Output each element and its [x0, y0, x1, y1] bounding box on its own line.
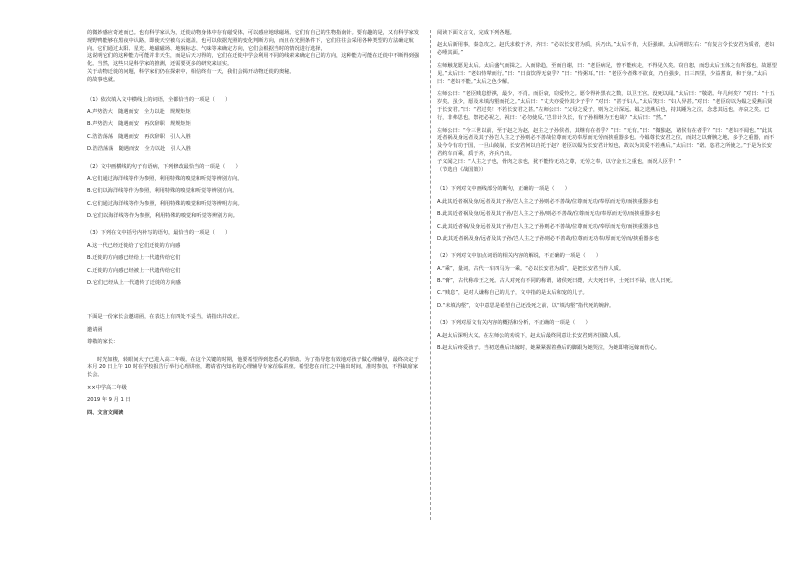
- question-stem: （1）下列对文中画线部分的断句，正确的一项是（ ）: [437, 186, 570, 193]
- letter-title: 邀请函: [87, 326, 103, 333]
- source-note: （节选自《战国策》）: [437, 166, 487, 173]
- passage-paragraph: 关于动物迁徙的问题，科学家们仍在探索中，相信终有一天，我们会揭开动物迁徙的奥秘。: [87, 68, 295, 75]
- question-stem: （2）下列对文中加点词语的相关内容的解说，不正确的一项是（ ）: [437, 253, 602, 260]
- option-d: D.浩浩荡荡 随遇而安 全力以赴 引人入胜: [87, 146, 192, 153]
- passage-paragraph: 的微妙感应奇迹而已。也有科学家认为，迁徙动物身体中存有磁受体，可以感应地球磁场。它们有自己的生物指南针。要有趣的是，又有科学家发现野鸭能够在黑夜中认路，即使天空被乌云遮盖，也可以依据光照的变化判断方向，而且在光照条件下，它们往往会采用各种类型的方法确定航向。它们通过太阳、星光、地磁磁场、地貌标志、气味等来确定方向，它们会根据当时的情况进行选择，: [87, 30, 420, 52]
- option-d: D.它们以海洋线等作为参照，利用特殊的嗅觉和听觉等辨别方向。: [87, 213, 238, 220]
- option-d: D.此其近者祸及身/远者及其子孙/岂人主之子孙则必不善哉/位尊而无功奉/厚而无劳而/挟重器多也: [437, 235, 659, 242]
- option-b: B.赵太后疼爱孩子。当初送燕后出嫁时，她紧紧握着燕后的脚跟为她哭泣，为她即将远嫁而伤心。: [437, 345, 661, 352]
- letter-body: 时光如梭，转眼间大子已进入高二年级。在这个关键的时期，他要希望得到您悉心的帮助。为了指导您有效地对孩子做心理辅导，最终决定于本月 20 日上午 10 时在学校报告厅举行心理讲座，聘请省内知名的心理辅导专家莅临讲座。希望您在百忙之中抽出时间，准时参加，不得缺席家长会。: [87, 356, 419, 379]
- question-stem: （1）依次填入文中横线上的词语，全都恰当的一项是（ ）: [87, 96, 231, 103]
- option-d: D.它们已经从上一代遗传了迁徙的方向感: [87, 280, 181, 287]
- option-b: B.声势浩大 随遇而安 再次辞职 规规矩矩: [87, 121, 191, 128]
- left-column: [87, 30, 422, 418]
- option-d: D.“未填沟壑”，文中意思是希望自己还没死之前，以“填沟壑”指代死的婉辞。: [437, 302, 615, 309]
- option-a: A.它们通过海洋线等作为参照，利用特殊的嗅觉和听觉等辨别方向。: [87, 175, 243, 182]
- letter-signature: ××中学高二年级: [87, 385, 127, 391]
- option-c: C.浩浩荡荡 随遇而安 再次辞职 引人入胜: [87, 133, 191, 140]
- column-divider: [430, 30, 431, 520]
- letter-salutation: 尊敬的家长：: [87, 339, 119, 346]
- letter-intro: 下面是一份家长会邀请函，在表达上有四处不妥当，请指出并改正。: [87, 314, 243, 321]
- option-c: C.它们通过海洋线等作为参照，利用特殊的嗅觉和听觉等辨明方向。: [87, 200, 243, 207]
- question-stem: （3）下列对原文有关内容的概括和分析，不正确的一项是（ ）: [437, 320, 591, 327]
- option-c: C.“贱息”，是对人谦称自己的儿子，文中指的是太后和宠的儿子。: [437, 290, 588, 297]
- passage-paragraph: 这说明它们的这种能力可能并非天生，而是后天习得的，它们在迁徙中学会利用不同的线索来确定自己的方向，这种能力可能在迁徙中不断得到强化。当然，这些只是科学家的推测，还需要更多的研究来证实。: [87, 53, 420, 68]
- question-stem: （3）下列在文中括号内补写的语句，最恰当的一项是（ ）: [87, 230, 231, 237]
- section-heading: 四、文言文阅读: [87, 409, 124, 416]
- option-b: B.“膏”，古代称帝王之死。古人对死有不同的称谓，诸侯死曰薨，大夫死曰卒，士死曰不禄，庶人曰死。: [437, 278, 676, 285]
- option-a: A.赵太后深明大义。在左师公的劝说下，赵太后最终同意让长安君到齐国做人质。: [437, 332, 624, 339]
- right-column: [437, 30, 777, 357]
- classical-paragraph: 子义闻之曰：“人主之子也，骨肉之亲也，犹不能恃无功之尊，无劳之奉，以守金玉之重也，而况人臣乎！”: [437, 158, 682, 165]
- reading-intro: 阅读下面文言文，完成下列各题。: [437, 30, 515, 36]
- classical-paragraph: 赵太后新用事，秦急攻之。赵氏求救于齐，齐曰：“必以长安君为质，兵乃出。”太后不肯，大臣强谏。太后明谓左右：“有复言令长安君为质者，老妇必唾其面。”: [437, 42, 775, 57]
- option-b: B.迁徙的方向感已经给上一代遗传给它们: [87, 255, 181, 262]
- option-a: A.此其近者祸及身/远者及其子孙/岂人主之子孙则必不善哉/位尊而无功/奉厚而无劳/而挟重器多也: [437, 198, 659, 205]
- option-c: C.迁徙的方向感已经被上一代遗传给它们: [87, 267, 181, 274]
- question-stem: （2）文中画横线的句子有语病，下列修改最恰当的一项是（ ）: [87, 163, 241, 170]
- passage-paragraph: 的故事也就。: [87, 76, 119, 83]
- letter-date: 2019 年 9 月 1 日: [87, 397, 131, 404]
- option-a: A.“乘”，量词，古代一车四马为一乘。“必以长安君为质”，是把长安君当作人质。: [437, 265, 625, 272]
- classical-paragraph: 左师公曰：“老臣贱息舒祺，最少，不肖。而臣衰，窃爱怜之。愿令得补黑衣之数，以卫王宫。没死以闻。”太后曰：“敬诺。年几何矣？”对曰：“十五岁矣。虽少，愿及未填沟壑而托之。”太后曰：“丈夫亦爱怜其少子乎？”对曰：“甚于妇人。”太后笑曰：“妇人异甚。”对曰：“老臣窃以为媪之爱燕后贤于长安君。”曰：“君过矣！不若长安君之甚。”左师公曰：“父母之爱子，则为之计深远。媪之送燕后也，持其踵为之泣，念悲其远也，亦哀之矣。已行，非弗思也，祭祀必祝之，祝曰：‘必勿使反。’岂非计久长，有子孙相继为王也哉？”太后曰：“然。”: [437, 91, 775, 121]
- option-b: B.此其近者祸及身/远者及其子孙/岂人主之子孙/则必不善哉/位尊而无功/奉厚而无劳/而挟重器多也: [437, 211, 661, 218]
- classical-paragraph: 左师触龙愿见太后。太后盛气而揖之。入而徐趋，至而自谢，曰：“老臣病足，曾不能疾走，不得见久矣。窃自恕，而恐太后玉体之有所郄也，故愿望见。”太后曰：“老妇恃辇而行。”曰：“日食饮得无衰乎？”曰：“恃粥耳。”曰：“老臣今者殊不欲食，乃自强步，日三四里，少益耆食，和于身。”太后曰：“老妇不能。”太后之色少解。: [437, 62, 777, 85]
- option-a: A.这一代已经迁徙给了它们迁徙的方向感: [87, 242, 181, 249]
- option-a: A.声势浩大 随遇而安 全力以赴 规规矩矩: [87, 108, 191, 115]
- option-b: B.它们以海洋线等作为参照，利用特殊的嗅觉和听觉等辨别方向。: [87, 188, 238, 195]
- option-c: C.此其近者祸/及身远者及其子孙/岂人主之子孙则必不善哉/位尊而无功/奉厚而无劳/而挟重器多也: [437, 223, 659, 230]
- classical-paragraph: 左师公曰：“今三世以前，至于赵之为赵，赵主之子孙侯者，其继有在者乎？”曰：“无有。”曰：“微独赵，诸侯有在者乎？”曰：“老妇不闻也。”“此其近者祸及身远者及其子孙岂人主之子孙则必不善哉位尊而无功奉厚而无劳而挟重器多也。今媪尊长安君之位，而封之以膏腴之地，多予之重器，而不及今令有功于国，一旦山陵崩，长安君何以自托于赵？老臣以媪为长安君计短也，故以为其爱不若燕后。”太后曰：“诺。恣君之所使之。”于是为长安君约车百乘，质于齐，齐兵乃出。: [437, 127, 775, 157]
